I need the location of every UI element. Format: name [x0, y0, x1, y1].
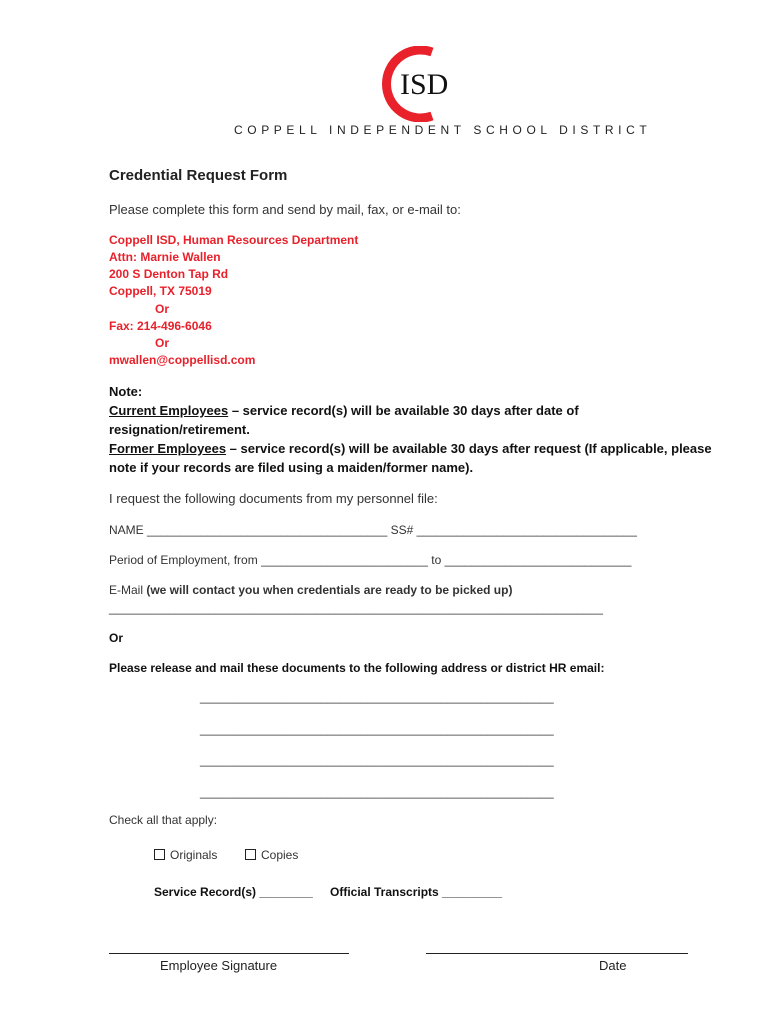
period-to-label: to	[431, 553, 445, 567]
note-former	[109, 441, 712, 456]
note-current	[109, 403, 579, 418]
name-ss-row	[109, 523, 637, 537]
originals-checkbox[interactable]	[154, 849, 165, 860]
name-field[interactable]: ____________________________________	[147, 523, 391, 537]
email-note: (we will contact you when credentials are ready to be picked up)	[146, 583, 513, 597]
address-field-4[interactable]: _____________________________________________________	[200, 785, 554, 799]
date-line[interactable]	[426, 953, 688, 954]
copies-label: Copies	[261, 848, 299, 862]
signature-label: Employee Signature	[160, 958, 278, 973]
coppell-isd-logo	[380, 46, 470, 122]
request-text: I request the following documents from my personnel file:	[109, 491, 438, 506]
official-transcripts-field[interactable]: Official Transcripts _________	[330, 885, 503, 899]
originals-label: Originals	[170, 848, 218, 862]
copies-option[interactable]	[245, 848, 298, 862]
date-label: Date	[599, 958, 627, 973]
email-row	[109, 583, 512, 597]
address-line-1: Coppell ISD, Human Resources Department	[109, 233, 359, 247]
address-field-3[interactable]: _____________________________________________________	[200, 753, 554, 767]
release-text: Please release and mail these documents to the following address or district HR email:	[109, 661, 605, 675]
address-city: Coppell, TX 75019	[109, 284, 212, 298]
note-former-cont: note if your records are filed using a maiden/former name).	[109, 460, 474, 475]
name-label: NAME	[109, 523, 148, 537]
originals-option[interactable]	[154, 848, 217, 862]
current-employees-text: – service record(s) will be available 30 days after date of	[228, 403, 579, 418]
address-street: 200 S Denton Tap Rd	[109, 267, 229, 281]
district-name: COPPELL INDEPENDENT SCHOOL DISTRICT	[234, 123, 652, 137]
email-label: E-Mail	[109, 583, 147, 597]
period-to-field[interactable]: ____________________________	[444, 553, 632, 567]
period-label: Period of Employment, from	[109, 553, 262, 567]
intro-text: Please complete this form and send by mail, fax, or e-mail to:	[109, 202, 461, 217]
address-field-2[interactable]: _____________________________________________________	[200, 722, 554, 736]
address-fax: Fax: 214-496-6046	[109, 319, 212, 333]
current-employees-label: Current Employees	[109, 403, 229, 418]
address-or-1: Or	[155, 302, 170, 316]
address-attn: Attn: Marnie Wallen	[109, 250, 221, 264]
or-text: Or	[109, 631, 124, 645]
address-or-2: Or	[155, 336, 170, 350]
service-record-field[interactable]: Service Record(s) ________	[154, 885, 313, 899]
email-field[interactable]: __________________________________________________________________________	[109, 601, 603, 615]
period-row	[109, 553, 631, 567]
logo-text: ISD	[400, 68, 449, 101]
former-employees-text: – service record(s) will be available 30 days after request (If applicable, please	[226, 441, 712, 456]
signature-line[interactable]	[109, 953, 349, 954]
check-label: Check all that apply:	[109, 813, 218, 827]
former-employees-label: Former Employees	[109, 441, 227, 456]
address-email: mwallen@coppellisd.com	[109, 353, 256, 367]
ss-label: SS#	[390, 523, 417, 537]
period-from-field[interactable]: _________________________	[261, 553, 432, 567]
copies-checkbox[interactable]	[245, 849, 256, 860]
form-title: Credential Request Form	[109, 167, 288, 184]
ss-field[interactable]: _________________________________	[416, 523, 637, 537]
note-current-cont: resignation/retirement.	[109, 422, 250, 437]
address-field-1[interactable]: _____________________________________________________	[200, 690, 554, 704]
note-heading: Note:	[109, 384, 143, 399]
